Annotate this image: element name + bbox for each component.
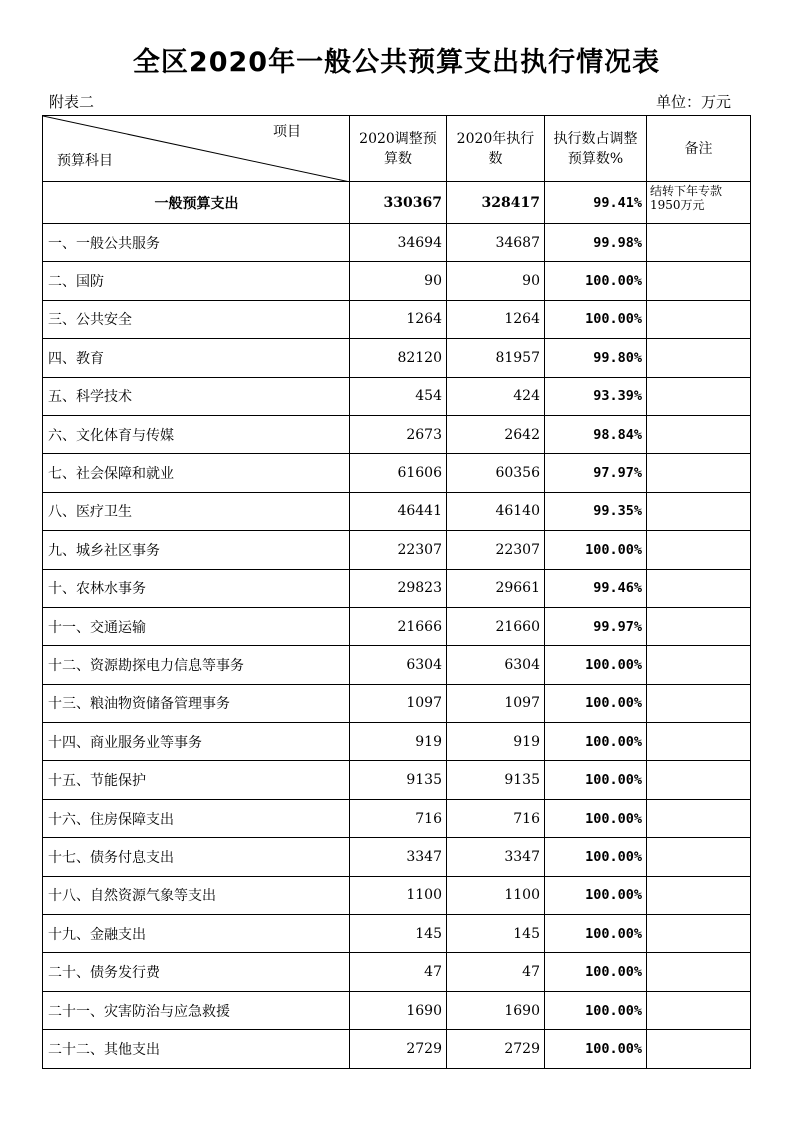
- header-note: 备注: [647, 116, 751, 182]
- row-budget: 919: [350, 723, 447, 761]
- row-budget: 145: [350, 915, 447, 953]
- row-exec: 60356: [447, 454, 545, 492]
- row-name: 十九、金融支出: [43, 915, 350, 953]
- total-note: 结转下年专款1950万元: [647, 182, 751, 224]
- row-note: [647, 646, 751, 684]
- row-note: [647, 300, 751, 338]
- row-exec: 424: [447, 377, 545, 415]
- row-pct: 100.00%: [545, 684, 647, 722]
- row-exec: 47: [447, 953, 545, 991]
- row-budget: 716: [350, 799, 447, 837]
- row-budget: 3347: [350, 838, 447, 876]
- row-note: [647, 492, 751, 530]
- row-pct: 100.00%: [545, 915, 647, 953]
- row-note: [647, 1030, 751, 1068]
- row-budget: 2729: [350, 1030, 447, 1068]
- row-budget: 82120: [350, 339, 447, 377]
- table-row: [43, 492, 751, 530]
- row-pct: 99.35%: [545, 492, 647, 530]
- row-note: [647, 876, 751, 914]
- table-row: [43, 300, 751, 338]
- row-exec: 29661: [447, 569, 545, 607]
- row-pct: 99.80%: [545, 339, 647, 377]
- table-row: [43, 531, 751, 569]
- row-name: 十三、粮油物资储备管理事务: [43, 684, 350, 722]
- expenditure-table: [42, 115, 751, 1069]
- header-item-bottom: 预算科目: [57, 153, 113, 169]
- table-row: [43, 761, 751, 799]
- row-name: 六、文化体育与传媒: [43, 415, 350, 453]
- row-name: 八、医疗卫生: [43, 492, 350, 530]
- row-exec: 1097: [447, 684, 545, 722]
- row-name: 三、公共安全: [43, 300, 350, 338]
- row-note: [647, 415, 751, 453]
- row-pct: 100.00%: [545, 531, 647, 569]
- total-pct: 99.41%: [545, 182, 647, 224]
- row-budget: 90: [350, 262, 447, 300]
- table-row: [43, 569, 751, 607]
- table-row: [43, 723, 751, 761]
- row-name: 九、城乡社区事务: [43, 531, 350, 569]
- table-row: [43, 838, 751, 876]
- row-name: 十二、资源勘探电力信息等事务: [43, 646, 350, 684]
- row-budget: 29823: [350, 569, 447, 607]
- row-name: 四、教育: [43, 339, 350, 377]
- row-note: [647, 224, 751, 262]
- row-budget: 2673: [350, 415, 447, 453]
- row-name: 二十二、其他支出: [43, 1030, 350, 1068]
- row-exec: 2642: [447, 415, 545, 453]
- table-row: [43, 953, 751, 991]
- row-exec: 3347: [447, 838, 545, 876]
- row-name: 十四、商业服务业等事务: [43, 723, 350, 761]
- row-name: 二十一、灾害防治与应急救援: [43, 991, 350, 1029]
- row-exec: 22307: [447, 531, 545, 569]
- table-header-row: [43, 116, 751, 182]
- row-budget: 9135: [350, 761, 447, 799]
- row-note: [647, 684, 751, 722]
- header-pct: 执行数占调整预算数%: [545, 116, 647, 182]
- header-exec: 2020年执行数: [447, 116, 545, 182]
- row-name: 十五、节能保护: [43, 761, 350, 799]
- row-pct: 100.00%: [545, 876, 647, 914]
- table-row: [43, 915, 751, 953]
- row-name: 二、国防: [43, 262, 350, 300]
- row-pct: 99.97%: [545, 607, 647, 645]
- row-pct: 98.84%: [545, 415, 647, 453]
- row-budget: 47: [350, 953, 447, 991]
- row-exec: 1264: [447, 300, 545, 338]
- row-note: [647, 723, 751, 761]
- row-budget: 6304: [350, 646, 447, 684]
- total-row: [43, 182, 751, 224]
- row-pct: 100.00%: [545, 991, 647, 1029]
- table-row: [43, 377, 751, 415]
- header-diagonal-line: [43, 116, 350, 182]
- row-name: 十八、自然资源气象等支出: [43, 876, 350, 914]
- row-budget: 1690: [350, 991, 447, 1029]
- row-name: 五、科学技术: [43, 377, 350, 415]
- row-note: [647, 454, 751, 492]
- row-exec: 2729: [447, 1030, 545, 1068]
- table-row: [43, 991, 751, 1029]
- table-row: [43, 876, 751, 914]
- row-budget: 1264: [350, 300, 447, 338]
- row-note: [647, 799, 751, 837]
- row-note: [647, 262, 751, 300]
- table-row: [43, 1030, 751, 1068]
- row-exec: 716: [447, 799, 545, 837]
- row-budget: 1100: [350, 876, 447, 914]
- row-exec: 81957: [447, 339, 545, 377]
- total-name: 一般预算支出: [43, 182, 350, 224]
- row-pct: 93.39%: [545, 377, 647, 415]
- table-row: [43, 224, 751, 262]
- row-exec: 21660: [447, 607, 545, 645]
- row-note: [647, 838, 751, 876]
- row-note: [647, 607, 751, 645]
- attachment-label: 附表二: [49, 93, 95, 111]
- row-name: 二十、债务发行费: [43, 953, 350, 991]
- row-name: 十六、住房保障支出: [43, 799, 350, 837]
- row-budget: 34694: [350, 224, 447, 262]
- row-exec: 90: [447, 262, 545, 300]
- row-budget: 61606: [350, 454, 447, 492]
- row-note: [647, 339, 751, 377]
- total-budget: 330367: [350, 182, 447, 224]
- row-budget: 21666: [350, 607, 447, 645]
- row-pct: 100.00%: [545, 723, 647, 761]
- unit-label: 单位：万元: [655, 93, 731, 111]
- table-row: [43, 799, 751, 837]
- row-budget: 1097: [350, 684, 447, 722]
- total-exec: 328417: [447, 182, 545, 224]
- row-pct: 97.97%: [545, 454, 647, 492]
- row-budget: 22307: [350, 531, 447, 569]
- table-row: [43, 607, 751, 645]
- row-pct: 100.00%: [545, 838, 647, 876]
- row-exec: 1690: [447, 991, 545, 1029]
- row-note: [647, 953, 751, 991]
- row-pct: 99.46%: [545, 569, 647, 607]
- table-row: [43, 646, 751, 684]
- row-note: [647, 761, 751, 799]
- row-pct: 100.00%: [545, 300, 647, 338]
- header-budget: 2020调整预算数: [350, 116, 447, 182]
- row-note: [647, 915, 751, 953]
- row-exec: 145: [447, 915, 545, 953]
- row-pct: 100.00%: [545, 953, 647, 991]
- table-row: [43, 339, 751, 377]
- row-pct: 100.00%: [545, 262, 647, 300]
- table-row: [43, 415, 751, 453]
- row-pct: 100.00%: [545, 761, 647, 799]
- header-item-top: 项目: [273, 124, 301, 140]
- header-item-cell: [43, 116, 350, 182]
- table-row: [43, 684, 751, 722]
- row-budget: 454: [350, 377, 447, 415]
- row-note: [647, 991, 751, 1029]
- row-name: 七、社会保障和就业: [43, 454, 350, 492]
- row-name: 十七、债务付息支出: [43, 838, 350, 876]
- row-exec: 46140: [447, 492, 545, 530]
- row-note: [647, 569, 751, 607]
- row-exec: 919: [447, 723, 545, 761]
- page-title: 全区2020年一般公共预算支出执行情况表: [132, 47, 661, 78]
- row-pct: 100.00%: [545, 1030, 647, 1068]
- row-pct: 100.00%: [545, 646, 647, 684]
- row-exec: 9135: [447, 761, 545, 799]
- row-name: 一、一般公共服务: [43, 224, 350, 262]
- row-pct: 99.98%: [545, 224, 647, 262]
- row-note: [647, 377, 751, 415]
- row-exec: 1100: [447, 876, 545, 914]
- row-name: 十一、交通运输: [43, 607, 350, 645]
- row-exec: 6304: [447, 646, 545, 684]
- row-budget: 46441: [350, 492, 447, 530]
- row-exec: 34687: [447, 224, 545, 262]
- row-pct: 100.00%: [545, 799, 647, 837]
- row-note: [647, 531, 751, 569]
- table-row: [43, 262, 751, 300]
- row-name: 十、农林水事务: [43, 569, 350, 607]
- table-row: [43, 454, 751, 492]
